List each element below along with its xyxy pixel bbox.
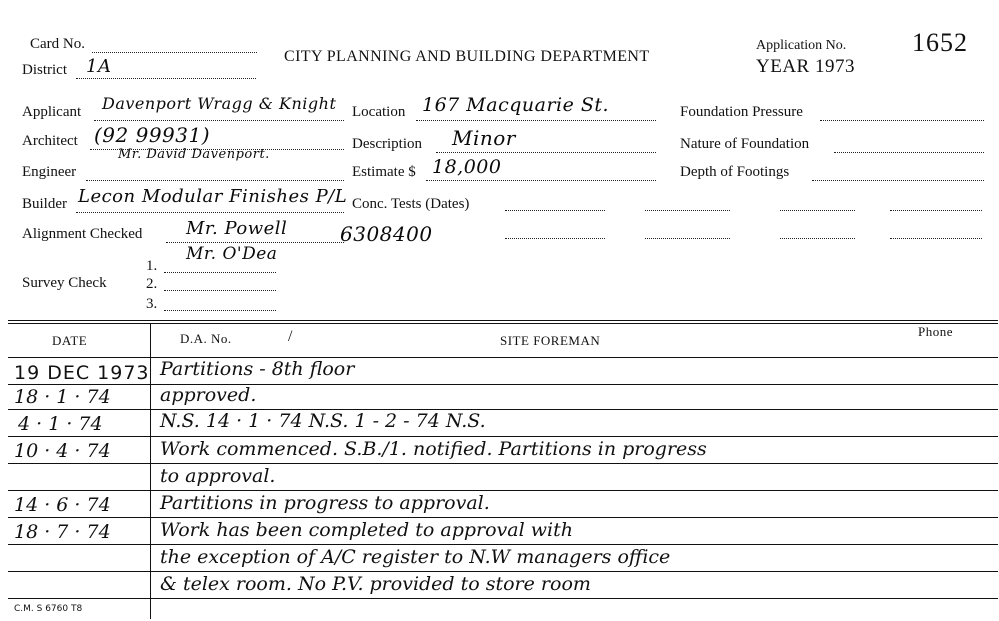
- survey-check-2-label: 2.: [146, 276, 158, 292]
- survey-check-3-label: 3.: [146, 296, 158, 312]
- conc-tests-label: Conc. Tests (Dates): [352, 196, 470, 212]
- district-label: District: [22, 62, 67, 78]
- table-row-note: approved.: [160, 384, 257, 406]
- district-line: [76, 78, 256, 79]
- table-row-note: Work commenced. S.B./1. notified. Partitions in progress: [160, 438, 707, 460]
- conc-test-line-5: [505, 238, 605, 239]
- table-row-note: N.S. 14 · 1 · 74 N.S. 1 - 2 - 74 N.S.: [160, 410, 486, 432]
- builder-line: [76, 212, 344, 213]
- location-label: Location: [352, 104, 406, 120]
- row-rule: [8, 571, 998, 572]
- conc-test-line-3: [780, 210, 855, 211]
- card-no-line: [92, 52, 257, 53]
- alignment-phone: 6308400: [340, 222, 433, 246]
- table-row-date: 14 · 6 · 74: [14, 494, 111, 516]
- estimate-value: 18,000: [432, 156, 502, 178]
- alignment-label: Alignment Checked: [22, 226, 143, 242]
- table-row-date: 19 DEC 1973: [14, 362, 150, 384]
- engineer-line: [86, 180, 344, 181]
- row-rule: [8, 490, 998, 491]
- application-no-value: 1652: [912, 28, 968, 57]
- da-no-value: /: [288, 328, 293, 345]
- table-row-note: Work has been completed to approval with: [160, 519, 573, 541]
- applicant-label: Applicant: [22, 104, 82, 120]
- table-row-note: & telex room. No P.V. provided to store room: [160, 573, 591, 595]
- depth-footings-line: [812, 180, 984, 181]
- application-no-label: Application No.: [756, 38, 847, 53]
- table-row-date: 10 · 4 · 74: [14, 440, 111, 462]
- site-foreman-header: SITE FOREMAN: [500, 333, 601, 348]
- table-header-rule: [8, 357, 998, 358]
- table-row-note: Partitions in progress to approval.: [160, 492, 490, 514]
- engineer-label: Engineer: [22, 164, 77, 180]
- applicant-line: [94, 120, 344, 121]
- architect-value: (92 99931): [94, 123, 211, 147]
- description-label: Description: [352, 136, 422, 152]
- builder-label: Builder: [22, 196, 67, 212]
- location-value: 167 Macquarie St.: [422, 94, 610, 116]
- alignment-value: Mr. Powell: [186, 218, 288, 239]
- alignment-value-2: Mr. O'Dea: [186, 244, 278, 264]
- table-row-date: 18 · 1 · 74: [14, 386, 111, 408]
- estimate-label: Estimate $: [352, 164, 416, 180]
- row-rule: [8, 384, 998, 385]
- survey-check-2-line: [164, 290, 276, 291]
- survey-check-label: Survey Check: [22, 275, 107, 291]
- foundation-pressure-label: Foundation Pressure: [680, 104, 803, 120]
- depth-footings-label: Depth of Footings: [680, 164, 790, 180]
- date-header: DATE: [52, 333, 88, 348]
- conc-test-line-4: [890, 210, 982, 211]
- conc-test-line-2: [645, 210, 730, 211]
- conc-test-line-8: [890, 238, 982, 239]
- row-rule: [8, 598, 998, 599]
- conc-test-line-7: [780, 238, 855, 239]
- row-rule: [8, 463, 998, 464]
- description-line: [436, 152, 656, 153]
- description-value: Minor: [452, 126, 516, 150]
- estimate-line: [426, 180, 656, 181]
- row-rule: [8, 436, 998, 437]
- table-row-note: the exception of A/C register to N.W managers office: [160, 546, 671, 568]
- nature-foundation-label: Nature of Foundation: [680, 136, 810, 152]
- row-rule: [8, 517, 998, 518]
- district-value: 1A: [86, 56, 112, 77]
- phone-header: Phone: [918, 324, 953, 339]
- table-row-note: to approval.: [160, 465, 276, 487]
- conc-test-line-1: [505, 210, 605, 211]
- applicant-value: Davenport Wragg & Knight: [102, 94, 337, 113]
- row-rule: [8, 409, 998, 410]
- card-no-label: Card No.: [30, 36, 85, 52]
- table-row-date: 4 · 1 · 74: [18, 413, 103, 435]
- department-title: CITY PLANNING AND BUILDING DEPARTMENT: [284, 48, 650, 65]
- da-no-header: D.A. No.: [180, 331, 232, 346]
- architect-label: Architect: [22, 133, 78, 149]
- architect-note: Mr. David Davenport.: [118, 147, 270, 162]
- table-top-rule-2: [8, 323, 998, 324]
- foundation-pressure-line: [820, 120, 984, 121]
- table-row-date: 18 · 7 · 74: [14, 521, 111, 543]
- survey-check-1-label: 1.: [146, 258, 158, 274]
- alignment-line: [166, 242, 344, 243]
- location-line: [416, 120, 656, 121]
- survey-check-1-line: [164, 272, 276, 273]
- row-rule: [8, 544, 998, 545]
- table-row-note: Partitions - 8th floor: [160, 358, 355, 380]
- table-top-rule: [8, 320, 998, 321]
- builder-value: Lecon Modular Finishes P/L: [78, 186, 348, 207]
- year-label: YEAR 1973: [756, 56, 855, 77]
- column-divider: [150, 323, 151, 619]
- survey-check-3-line: [164, 310, 276, 311]
- form-code: C.M. S 6760 T8: [14, 604, 83, 614]
- conc-test-line-6: [645, 238, 730, 239]
- nature-foundation-line: [834, 152, 984, 153]
